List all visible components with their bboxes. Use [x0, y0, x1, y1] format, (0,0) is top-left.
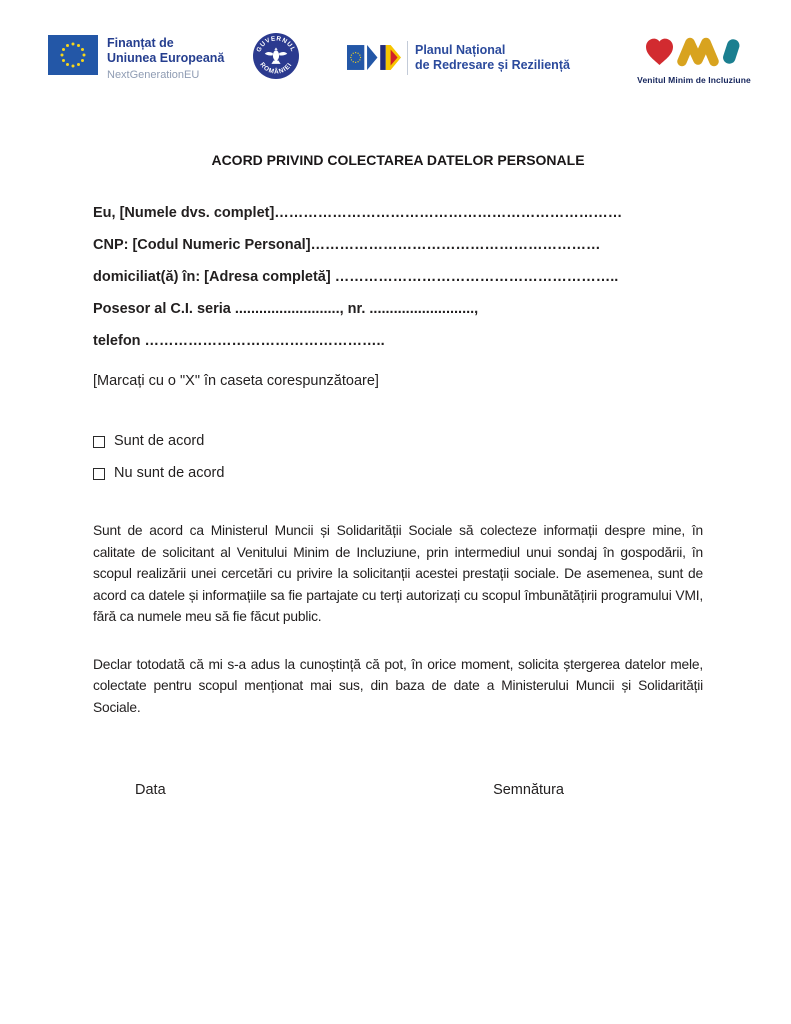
- vmi-logo: [636, 36, 752, 85]
- eu-funding-line1: Finanțat de: [107, 36, 174, 50]
- eu-funding-text: [107, 35, 224, 83]
- id-card-line: Posesor al C.I. seria .........................., nr. ..........................,: [93, 301, 479, 317]
- agree-checkbox-icon[interactable]: [93, 436, 105, 448]
- pnrr-divider: [407, 41, 408, 75]
- page-title: ACORD PRIVIND COLECTAREA DATELOR PERSONALE: [211, 152, 585, 168]
- document-content: [0, 152, 791, 798]
- deletion-paragraph: Declar totodată că mi s-a adus la cunoștință că pot, în orice moment, solicita ștergerea datelor mele, colectate pentru scopul menționat mai sus, din baza de date a Ministerului Muncii și Solidarității Sociale.: [93, 656, 703, 715]
- date-label: Data: [135, 782, 166, 798]
- gov-seal-bottom-text: ROMÂNIEI: [258, 61, 294, 76]
- option-disagree: [93, 464, 703, 483]
- pnrr-text: [415, 43, 570, 73]
- gov-romania-seal-icon: [252, 32, 300, 80]
- pnrr-emblem-icon: [347, 35, 401, 80]
- header-logos: [0, 0, 791, 95]
- cnp-line: CNP: [Codul Numeric Personal]……………………………………………………: [93, 237, 601, 253]
- eu-funding-line3: NextGenerationEU: [107, 69, 200, 81]
- pnrr-logo: [347, 35, 570, 80]
- signature-label: Semnătura: [493, 782, 564, 798]
- disagree-checkbox-icon[interactable]: [93, 468, 105, 480]
- vmi-icon: [644, 36, 744, 67]
- pnrr-line1: Planul Național: [415, 42, 506, 57]
- address-line: domiciliat(ă) în: [Adresa completă] …………………………………………………..: [93, 269, 619, 285]
- eu-funding-logo: [48, 35, 224, 83]
- name-line: Eu, [Numele dvs. complet]………………………………………………………………: [93, 205, 623, 221]
- eu-funding-line2: Uniunea Europeană: [107, 51, 225, 65]
- form-section: [93, 204, 703, 351]
- signature-row: [93, 782, 703, 798]
- pnrr-line2: de Redresare și Reziliență: [415, 57, 570, 72]
- eu-flag-icon: [48, 35, 98, 75]
- disagree-label: Nu sunt de acord: [114, 465, 225, 481]
- gov-seal-top-text: GUVERNUL: [255, 35, 297, 54]
- consent-options: [93, 432, 703, 483]
- phone-line: telefon …………………………………………..: [93, 333, 385, 349]
- option-agree: [93, 432, 703, 451]
- instruction-text: [Marcați cu o "X" în caseta corespunzătoare]: [93, 373, 379, 389]
- consent-paragraph: Sunt de acord ca Ministerul Muncii și Solidarității Sociale să colecteze informații despre mine, în calitate de solicitant al Venitului Minim de Incluziune, prin intermediul unui sondaj în gospodării, în scopul realizării unei cercetări cu privire la solicitanții acestei prestații sociale. De asemenea, sunt de acord ca datele și informațiile sa fie partajate cu terți autorizați cu scopul îmbunătățirii programului VMI, fără ca numele meu să fie făcut public.: [93, 523, 703, 624]
- agree-label: Sunt de acord: [114, 433, 205, 449]
- vmi-caption: Venitul Minim de Incluziune: [637, 75, 751, 85]
